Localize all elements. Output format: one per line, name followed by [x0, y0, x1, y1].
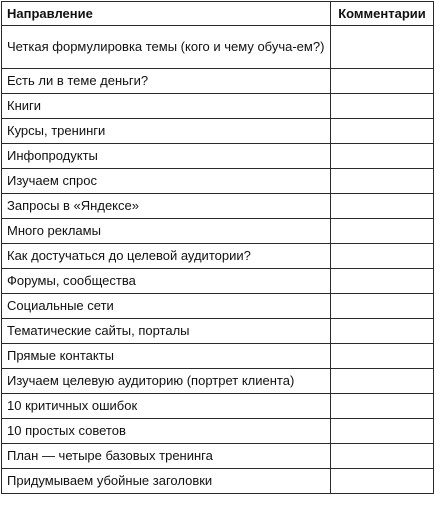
- direction-cell: Курсы, тренинги: [2, 119, 331, 144]
- direction-cell: Книги: [2, 94, 331, 119]
- direction-cell: Социальные сети: [2, 294, 331, 319]
- table-row: [2, 419, 434, 444]
- table-row: [2, 169, 434, 194]
- direction-cell: Изучаем спрос: [2, 169, 331, 194]
- comment-cell: [331, 94, 434, 119]
- table-row: [2, 444, 434, 469]
- table-row: [2, 319, 434, 344]
- table-row: [2, 119, 434, 144]
- table-row: [2, 394, 434, 419]
- table-row: [2, 69, 434, 94]
- direction-cell: Много рекламы: [2, 219, 331, 244]
- direction-cell: 10 критичных ошибок: [2, 394, 331, 419]
- table-row: [2, 294, 434, 319]
- header-row: [2, 2, 434, 26]
- table-row: [2, 269, 434, 294]
- table-row: [2, 194, 434, 219]
- comment-cell: [331, 69, 434, 94]
- direction-cell: Тематические сайты, порталы: [2, 319, 331, 344]
- comment-cell: [331, 444, 434, 469]
- table-row: [2, 344, 434, 369]
- direction-cell: Как достучаться до целевой аудитории?: [2, 244, 331, 269]
- direction-column-header: Направление: [2, 2, 331, 26]
- table-row: [2, 469, 434, 494]
- direction-cell: Запросы в «Яндексе»: [2, 194, 331, 219]
- comment-cell: [331, 369, 434, 394]
- comment-cell: [331, 344, 434, 369]
- table-row: [2, 219, 434, 244]
- direction-cell: Четкая формулировка темы (кого и чему обуча-ем?): [2, 26, 331, 69]
- direction-cell: Придумываем убойные заголовки: [2, 469, 331, 494]
- comment-cell: [331, 469, 434, 494]
- table-row: [2, 369, 434, 394]
- comment-cell: [331, 394, 434, 419]
- comment-cell: [331, 319, 434, 344]
- comment-cell: [331, 294, 434, 319]
- table-row: [2, 26, 434, 69]
- direction-cell: Прямые контакты: [2, 344, 331, 369]
- direction-cell: 10 простых советов: [2, 419, 331, 444]
- comment-cell: [331, 144, 434, 169]
- direction-cell: Есть ли в теме деньги?: [2, 69, 331, 94]
- comment-cell: [331, 419, 434, 444]
- direction-cell: План — четыре базовых тренинга: [2, 444, 331, 469]
- direction-cell: Форумы, сообщества: [2, 269, 331, 294]
- direction-cell: Инфопродукты: [2, 144, 331, 169]
- comment-cell: [331, 119, 434, 144]
- comment-cell: [331, 26, 434, 69]
- comment-cell: [331, 169, 434, 194]
- comment-cell: [331, 194, 434, 219]
- table-row: [2, 244, 434, 269]
- comment-cell: [331, 244, 434, 269]
- comment-cell: [331, 269, 434, 294]
- directions-table: [1, 1, 434, 494]
- table-row: [2, 144, 434, 169]
- table-row: [2, 94, 434, 119]
- comments-column-header: Комментарии: [331, 2, 434, 26]
- direction-cell: Изучаем целевую аудиторию (портрет клиента): [2, 369, 331, 394]
- comment-cell: [331, 219, 434, 244]
